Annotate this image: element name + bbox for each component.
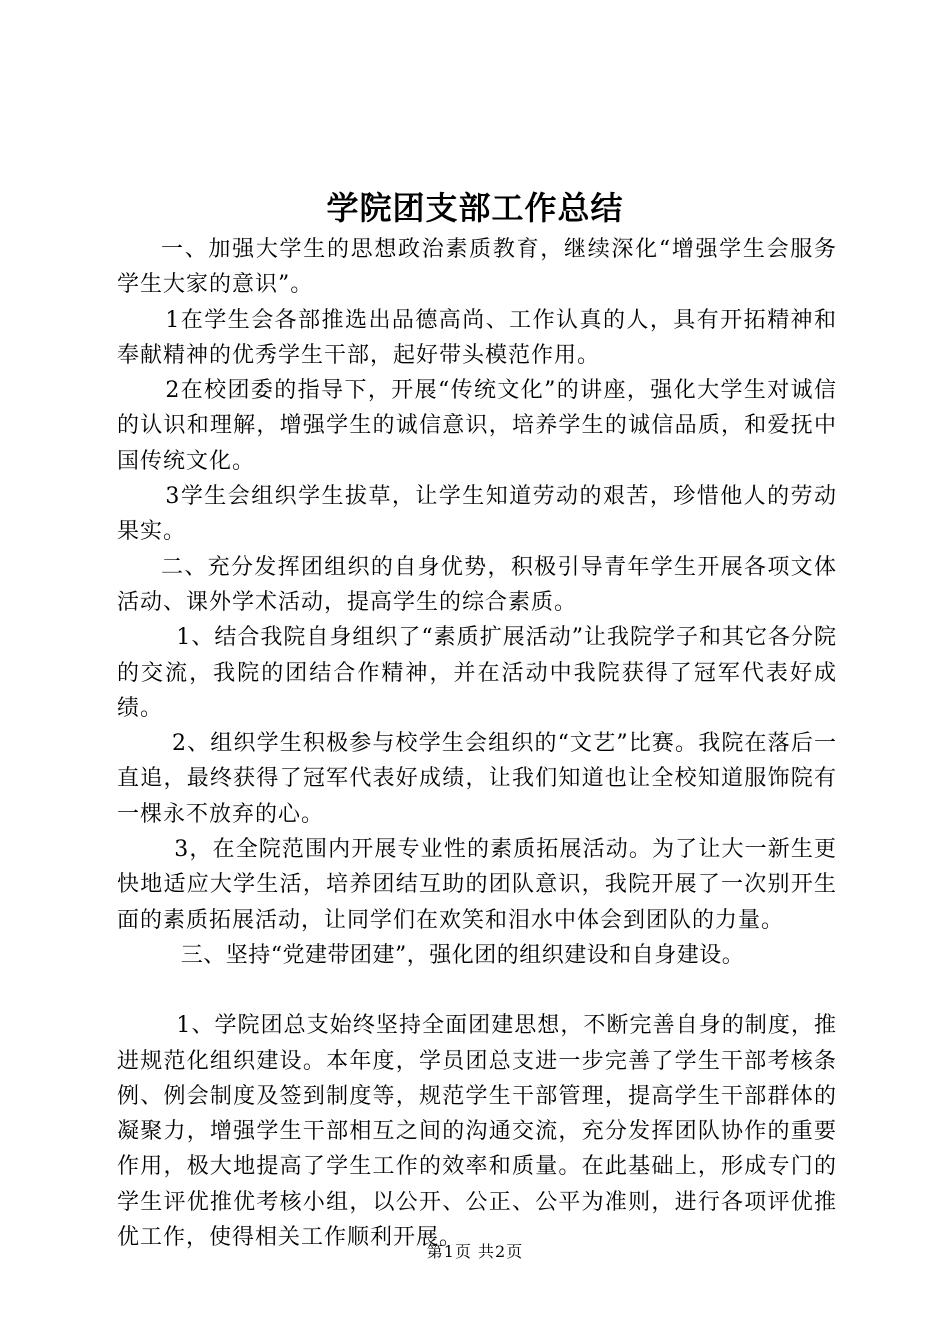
page-footer: 第1页 共2页 — [426, 1242, 524, 1261]
paragraph-section-2-heading: 二、充分发挥团组织的自身优势，积极引导青年学生开展各项文体活动、课外学术活动，提高学生的综合素质。 — [117, 554, 837, 615]
paragraph-section-1-heading: 一、加强大学生的思想政治素质教育，继续深化“增强学生会服务学生大家的意识”。 — [117, 237, 837, 298]
paragraph-section-2-item-2: 2、组织学生积极参与校学生会组织的“文艺”比赛。我院在落后一直追，最终获得了冠军代表好成绩，让我们知道也让全校知道服饰院有一棵永不放弃的心。 — [117, 731, 837, 827]
document-title: 学院团支部工作总结 — [326, 189, 624, 227]
paragraph-section-2-item-3: 3，在全院范围内开展专业性的素质拓展活动。为了让大一新生更快地适应大学生活，培养团结互助的团队意识，我院开展了一次别开生面的素质拓展活动，让同学们在欢笑和泪水中体会到团队的力量。 — [117, 837, 837, 933]
paragraph-section-1-item-3: 3学生会组织学生拔草，让学生知道劳动的艰苦，珍惜他人的劳动果实。 — [117, 484, 837, 545]
paragraph-section-1-item-2: 2在校团委的指导下，开展“传统文化”的讲座，强化大学生对诚信的认识和理解，增强学生的诚信意识，培养学生的诚信品质，和爱抚中国传统文化。 — [117, 378, 837, 474]
blank-line — [117, 973, 837, 1008]
paragraph-section-2-item-1: 1、结合我院自身组织了“素质扩展活动”让我院学子和其它各分院的交流，我院的团结合作精神，并在活动中我院获得了冠军代表好成绩。 — [117, 625, 837, 721]
paragraph-section-3-heading: 三、坚持“党建带团建”，强化团的组织建设和自身建设。 — [180, 942, 745, 968]
paragraph-section-3-item-1: 1、学院团总支始终坚持全面团建思想，不断完善自身的制度，推进规范化组织建设。本年度，学员团总支进一步完善了学生干部考核条例、例会制度及签到制度等，规范学生干部管理，提高学生干部群体的凝聚力，增强学生干部相互之间的沟通交流，充分发挥团队协作的重要作用，极大地提高了学生工作的效率和质量。在此基础上，形成专门的学生评优推优考核小组，以公开、公正、公平为准则，进行各项评优推优工作，使得相关工作顺利开展。 — [117, 1013, 837, 1251]
paragraph-section-1-item-1: 1在学生会各部推选出品德高尚、工作认真的人，具有开拓精神和奉献精神的优秀学生干部，起好带头模范作用。 — [117, 307, 837, 368]
document-body — [117, 232, 837, 1255]
